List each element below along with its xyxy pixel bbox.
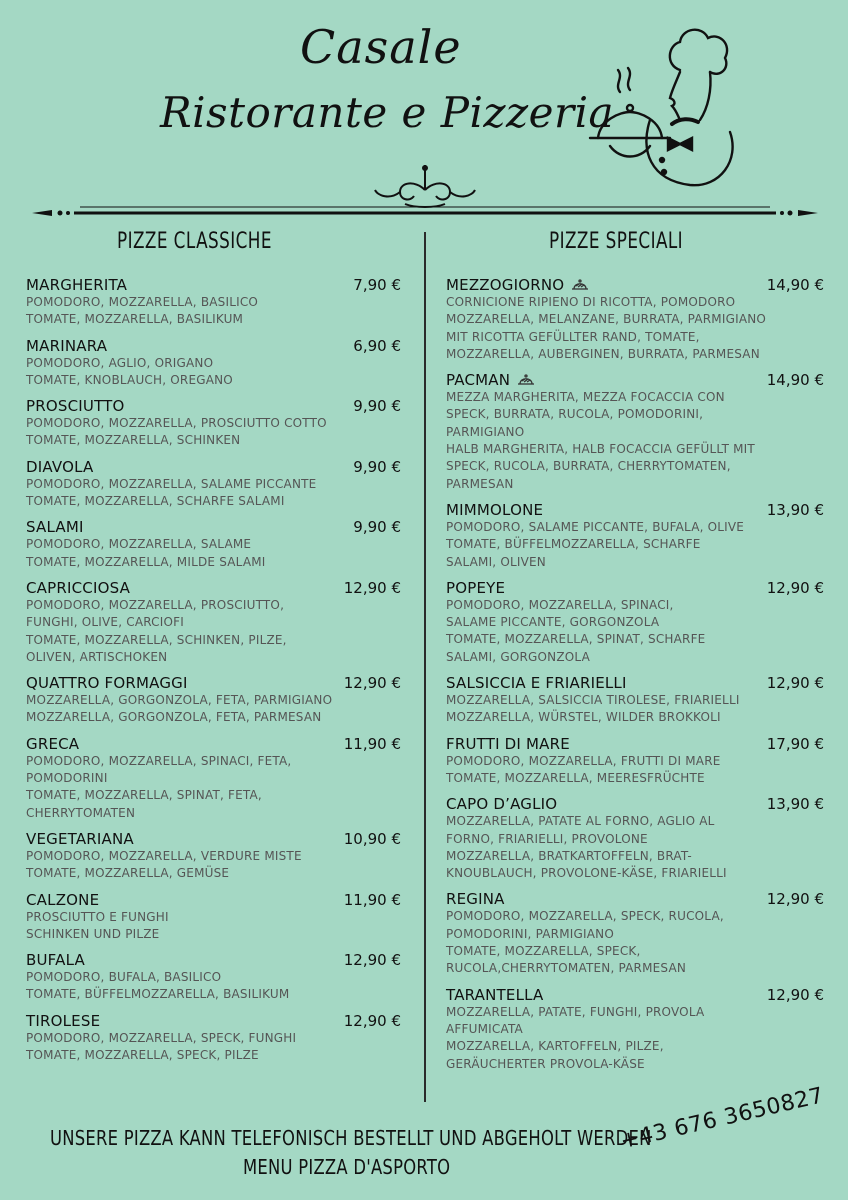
menu-item-name [446,735,570,753]
menu-item-name-text: FRUTTI DI MARE [446,734,570,753]
pizza-dome-icon [570,277,590,293]
menu-item-description: SPECK, BURRATA, RUCOLA, POMODORINI, [446,407,704,422]
menu-item-description: TOMATE, MOZZARELLA, SPINAT, FETA, [26,788,262,803]
phone-number: +43 676 3650827 [618,1083,827,1155]
menu-item-name-text: BUFALA [26,951,85,970]
menu-item-name [26,397,125,415]
menu-item-name [446,674,627,692]
menu-item-description: SALAMI, OLIVEN [446,554,546,569]
menu-item-description: POMODORINI, PARMIGIANO [446,926,614,941]
menu-item-price: 9,90 € [353,457,401,476]
menu-item-name [26,458,93,476]
menu-item-description: FUNGHI, OLIVE, CARCIOFI [26,615,184,630]
menu-item-description: TOMATE, MOZZARELLA, SPINAT, SCHARFE [446,632,706,647]
menu-item-description: MOZZARELLA, AUBERGINEN, BURRATA, PARMESAN [446,346,760,361]
classic-pizza-list [26,276,401,1072]
menu-item-name-text: POPEYE [446,578,506,597]
menu-item [446,890,824,977]
menu-item-name [446,501,543,519]
menu-item-description: TOMATE, MOZZARELLA, MILDE SALAMI [26,554,266,569]
menu-item-header [26,1012,401,1030]
menu-item-price: 12,90 € [766,985,824,1004]
menu-item-description: TOMATE, MOZZARELLA, SPECK, [446,944,641,959]
menu-item-description: POMODORO, MOZZARELLA, FRUTTI DI MARE [446,753,721,768]
menu-item-description: MOZZARELLA, PATATE, FUNGHI, PROVOLA [446,1004,705,1019]
menu-item-description: TOMATE, MOZZARELLA, SCHINKEN, PILZE, [26,632,287,647]
menu-item [446,735,824,788]
brand-subtitle: Ristorante e Pizzeria [160,88,615,137]
menu-item-description: POMODORO, MOZZARELLA, SALAME [26,537,252,552]
menu-item-header [446,276,824,294]
menu-item-name-text: CALZONE [26,890,100,909]
menu-item-header [26,674,401,692]
menu-item-name-text: TIROLESE [26,1011,101,1030]
menu-item [26,458,401,511]
menu-item-description: MOZZARELLA, WÜRSTEL, WILDER BROKKOLI [446,710,721,725]
column-divider [424,232,426,1102]
menu-item-description: HALB MARGHERITA, HALB FOCACCIA GEFÜLLT MIT [446,442,755,457]
menu-item-description: MOZZARELLA, GORGONZOLA, FETA, PARMESAN [26,710,322,725]
menu-item-name [26,735,79,753]
menu-item-description: RUCOLA,CHERRYTOMATEN, PARMESAN [446,961,687,976]
menu-item-name [26,830,134,848]
menu-item-name-text: VEGETARIANA [26,829,134,848]
menu-item-description: TOMATE, MOZZARELLA, GEMÜSE [26,866,230,881]
menu-item-name-text: DIAVOLA [26,457,94,476]
decorative-divider [30,200,820,226]
menu-item-price: 12,90 € [766,890,824,909]
menu-item-price: 7,90 € [353,276,401,294]
menu-item [446,371,824,493]
menu-item-description: POMODORO, MOZZARELLA, BASILICO [26,295,259,309]
menu-item-name [446,579,505,597]
menu-item-price: 11,90 € [343,734,401,753]
menu-item-name [26,1012,100,1030]
menu-item-name [446,276,590,294]
menu-item-description: MOZZARELLA, GORGONZOLA, FETA, PARMIGIANO [26,693,333,708]
menu-item-name-text: SALAMI [26,518,84,537]
menu-item-name [446,986,544,1004]
menu-item-description: CHERRYTOMATEN [26,805,136,820]
menu-item-price: 13,90 € [766,500,824,519]
menu-item [26,951,401,1004]
menu-item-name [446,890,505,908]
menu-item-description: TOMATE, BÜFFELMOZZARELLA, SCHARFE [446,537,701,552]
menu-item-header [26,735,401,753]
menu-item-description: POMODORO, MOZZARELLA, VERDURE MISTE [26,848,302,863]
menu-item [26,579,401,666]
menu-item-description: AFFUMICATA [446,1021,523,1036]
takeaway-label: MENU PIZZA D'ASPORTO [243,1155,451,1179]
menu-item-description: SALAMI, GORGONZOLA [446,649,590,664]
menu-item-header [446,986,824,1004]
menu-item [446,276,824,363]
menu-item-description: PARMESAN [446,476,514,491]
menu-item-description: TOMATE, MOZZARELLA, BASILIKUM [26,312,244,327]
special-pizza-list [446,276,824,1081]
menu-item [446,674,824,727]
menu-item-name-text: MARGHERITA [26,276,128,294]
menu-item-description: POMODORO, SALAME PICCANTE, BUFALA, OLIVE [446,519,745,534]
menu-item-description: TOMATE, MOZZARELLA, MEERESFRÜCHTE [446,770,705,785]
menu-item-name-text: REGINA [446,890,505,909]
menu-item-description: FORNO, FRIARIELLI, PROVOLONE [446,831,648,846]
pizza-dome-icon [516,372,536,388]
menu-item-name-text: PACMAN [446,371,511,390]
menu-item-description: MOZZARELLA, SALSICCIA TIROLESE, FRIARIELLI [446,693,740,708]
menu-item-description: MIT RICOTTA GEFÜLLTER RAND, TOMATE, [446,329,700,344]
menu-item-name [26,951,85,969]
menu-item [26,674,401,727]
menu-item-name-text: GRECA [26,734,80,753]
menu-item-description: CORNICIONE RIPIENO DI RICOTTA, POMODORO [446,295,736,309]
menu-item-price: 14,90 € [766,371,824,390]
menu-item-description: MOZZARELLA, MELANZANE, BURRATA, PARMIGIANO [446,312,767,327]
menu-item-description: POMODORO, MOZZARELLA, SPINACI, [446,597,674,612]
menu-item-description: KNOUBLAUCH, PROVOLONE-KÄSE, FRIARIELLI [446,866,727,881]
menu-item-name [26,674,188,692]
menu-item-description: POMODORO, MOZZARELLA, PROSCIUTTO, [26,597,285,612]
menu-item [26,276,401,329]
menu-item-description: SALAME PICCANTE, GORGONZOLA [446,615,660,630]
menu-item-header [26,276,401,294]
menu-item-name [26,518,84,536]
menu-item-price: 12,90 € [343,951,401,970]
menu-item-name-text: MARINARA [26,336,108,355]
menu-item [26,337,401,390]
menu-item [446,795,824,882]
menu-item-description: POMODORO, AGLIO, ORIGANO [26,355,214,370]
section-title-classic: PIZZE CLASSICHE [117,229,272,254]
order-note: UNSERE PIZZA KANN TELEFONISCH BESTELLT UND ABGEHOLT WERDEN [50,1126,652,1150]
menu-item-price: 9,90 € [353,518,401,537]
menu-item [26,735,401,822]
menu-item-header [446,579,824,597]
menu-item [26,830,401,883]
menu-item-name-text: SALSICCIA E FRIARIELLI [446,674,627,693]
menu-item-name [26,337,107,355]
menu-item-name [446,795,557,813]
menu-item-description: TOMATE, BÜFFELMOZZARELLA, BASILIKUM [26,987,290,1002]
menu-item-description: POMODORO, MOZZARELLA, SALAME PICCANTE [26,476,317,491]
menu-item [26,397,401,450]
menu-item-header [26,891,401,909]
menu-item-header [26,397,401,415]
menu-item-price: 12,90 € [766,674,824,693]
menu-item-name [446,371,536,389]
menu-item [446,501,824,571]
menu-item-description: POMODORO, BUFALA, BASILICO [26,970,222,985]
menu-item-header [446,795,824,813]
menu-item-header [26,579,401,597]
menu-item-description: MOZZARELLA, PATATE AL FORNO, AGLIO AL [446,814,715,829]
brand-name: Casale [300,20,462,74]
menu-item-name-text: PROSCIUTTO [26,397,125,416]
menu-item-description: MOZZARELLA, KARTOFFELN, PILZE, [446,1039,664,1054]
menu-item-header [446,674,824,692]
menu-item-description: OLIVEN, ARTISCHOKEN [26,649,168,664]
menu-item-name [26,891,99,909]
menu-item-price: 12,90 € [343,1011,401,1030]
menu-item-price: 9,90 € [353,397,401,416]
menu-item-name-text: QUATTRO FORMAGGI [26,674,188,693]
menu-item [26,518,401,571]
menu-item-price: 10,90 € [343,829,401,848]
menu-item-price: 14,90 € [766,276,824,294]
menu-item-header [446,371,824,389]
menu-item-description: SPECK, RUCOLA, BURRATA, CHERRYTOMATEN, [446,459,731,474]
menu-item-description: POMODORO, MOZZARELLA, SPECK, RUCOLA, [446,909,724,924]
menu-item [446,986,824,1073]
menu-item [26,891,401,944]
menu-item-header [26,951,401,969]
menu-item-header [446,890,824,908]
menu-item-header [446,735,824,753]
menu-item-description: PARMIGIANO [446,424,525,439]
menu-item-name [26,579,130,597]
menu-item-price: 12,90 € [343,578,401,597]
menu-item-description: TOMATE, KNOBLAUCH, OREGANO [26,372,233,387]
menu-item-price: 11,90 € [343,890,401,909]
menu-item-price: 12,90 € [343,674,401,693]
menu-item-price: 6,90 € [353,336,401,355]
menu-item-name-text: CAPRICCIOSA [26,578,131,597]
section-title-special: PIZZE SPECIALI [549,229,684,254]
menu-item-header [446,501,824,519]
menu-item-description: GERÄUCHERTER PROVOLA-KÄSE [446,1056,645,1071]
menu-item-header [26,458,401,476]
menu-item-description: POMODORO, MOZZARELLA, SPINACI, FETA, [26,753,292,768]
menu-item-name-text: MEZZOGIORNO [446,276,565,294]
chef-with-cloche-icon [580,20,740,190]
menu-item-price: 17,90 € [766,734,824,753]
menu-item-description: TOMATE, MOZZARELLA, SPECK, PILZE [26,1048,259,1063]
menu-item-description: POMODORO, MOZZARELLA, PROSCIUTTO COTTO [26,416,327,431]
menu-item-description: POMODORINI [26,771,108,786]
menu-item-header [26,518,401,536]
menu-item-header [26,337,401,355]
menu-item-description: TOMATE, MOZZARELLA, SCHARFE SALAMI [26,494,285,509]
menu-item-price: 13,90 € [766,795,824,814]
menu-item-name-text: MIMMOLONE [446,500,544,519]
menu-item [26,1012,401,1065]
menu-item-description: PROSCIUTTO E FUNGHI [26,909,169,924]
menu-item-name-text: CAPO D’AGLIO [446,795,558,814]
menu-item-description: MEZZA MARGHERITA, MEZZA FOCACCIA CON [446,390,725,405]
menu-item [446,579,824,666]
restaurant-logo [0,0,848,230]
menu-item-price: 12,90 € [766,578,824,597]
menu-item-name-text: TARANTELLA [446,985,544,1004]
menu-item-header [26,830,401,848]
menu-item-name [26,276,127,294]
menu-item-description: SCHINKEN UND PILZE [26,926,160,941]
menu-item-description: MOZZARELLA, BRATKARTOFFELN, BRAT- [446,848,692,863]
menu-item-description: POMODORO, MOZZARELLA, SPECK, FUNGHI [26,1030,297,1045]
menu-item-description: TOMATE, MOZZARELLA, SCHINKEN [26,433,241,448]
